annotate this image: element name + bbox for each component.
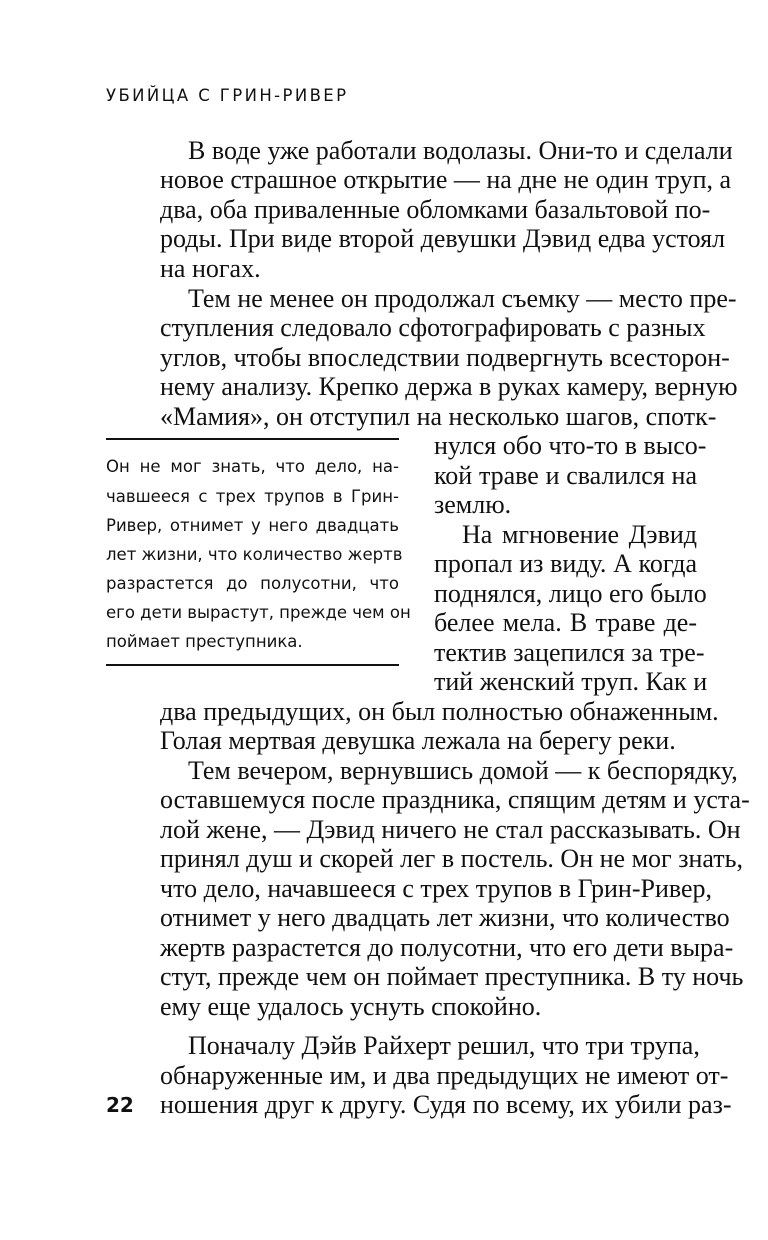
page-number: 22 [106,1093,134,1117]
text-line: ступления следовало сфотографировать с разных [160,313,706,342]
text-line: Голая мертвая девушка лежала на берегу реки. [160,726,676,755]
text-line: лой жене, — Дэвид ничего не стал рассказывать. Он [160,815,741,844]
pull-quote-line: чавшееся с трех трупов в Грин- [106,487,399,506]
text-line: Тем вечером, вернувшись домой — к беспорядку, [188,756,738,785]
text-line: жертв разрастется до полусотни, что его дети выра- [160,933,734,962]
running-head: УБИЙЦА С ГРИН-РИВЕР [106,86,349,105]
text-line: Тем не менее он продолжал съемку — место пре- [188,284,737,313]
text-line: кой траве и свалился на [434,461,697,490]
text-line: «Мамия», он отступил на несколько шагов, спотк- [160,402,717,431]
pull-quote-line: Ривер, отнимет у него двадцать [106,516,399,535]
text-line: На мгновение Дэвид [462,520,697,549]
text-line: отнимет у него двадцать лет жизни, что количество [160,903,730,932]
text-line: роды. При виде второй девушки Дэвид едва устоял [160,224,726,253]
text-line: тектив зацепился за тре- [434,638,705,667]
text-line: новое страшное открытие — на дне не один труп, а [160,165,732,194]
text-line: белее мела. В траве де- [434,608,697,637]
text-line: В воде уже работали водолазы. Они-то и сделали [188,136,733,165]
pull-quote-line: разрастется до полусотни, что [106,574,399,593]
pull-quote-line: его дети вырастут, прежде чем он [106,603,411,622]
text-line: углов, чтобы впоследствии подвергнуть всесторон- [160,343,730,372]
text-line: обнаруженные им, и два предыдущих не имеют от- [160,1061,729,1090]
text-line: нему анализу. Крепко держа в руках камеру, верную [160,372,738,401]
text-line: пропал из виду. А когда [434,549,697,578]
text-line: два предыдущих, он был полностью обнаженным. [160,697,719,726]
text-line: стут, прежде чем он поймает преступника. В ту ночь [160,962,744,991]
pull-quote-line: лет жизни, что количество жертв [106,545,403,564]
text-line: землю. [434,490,512,519]
pull-quote-line: Он не мог знать, что дело, на- [106,457,399,476]
text-line: принял душ и скорей лег в постель. Он не мог знать, [160,844,743,873]
pull-quote-line: поймает преступника. [106,632,303,651]
text-line: на ногах. [160,254,261,283]
text-line: Поначалу Дэйв Райхерт решил, что три трупа, [188,1031,700,1060]
text-line: нулся обо что-то в высо- [434,431,707,460]
text-line: ношения друг к другу. Судя по всему, их убили раз- [160,1090,732,1119]
pull-quote-top-rule [106,438,399,440]
text-line: ему еще удалось уснуть спокойно. [160,992,542,1021]
pull-quote-bottom-rule [106,664,399,666]
text-line: поднялся, лицо его было [434,579,707,608]
text-line: тий женский труп. Как и [434,667,708,696]
text-line: оставшемуся после праздника, спящим детям и уста- [160,785,750,814]
text-line: что дело, начавшееся с трех трупов в Грин-Ривер, [160,874,713,903]
text-line: два, оба приваленные обломками базальтовой по- [160,195,711,224]
